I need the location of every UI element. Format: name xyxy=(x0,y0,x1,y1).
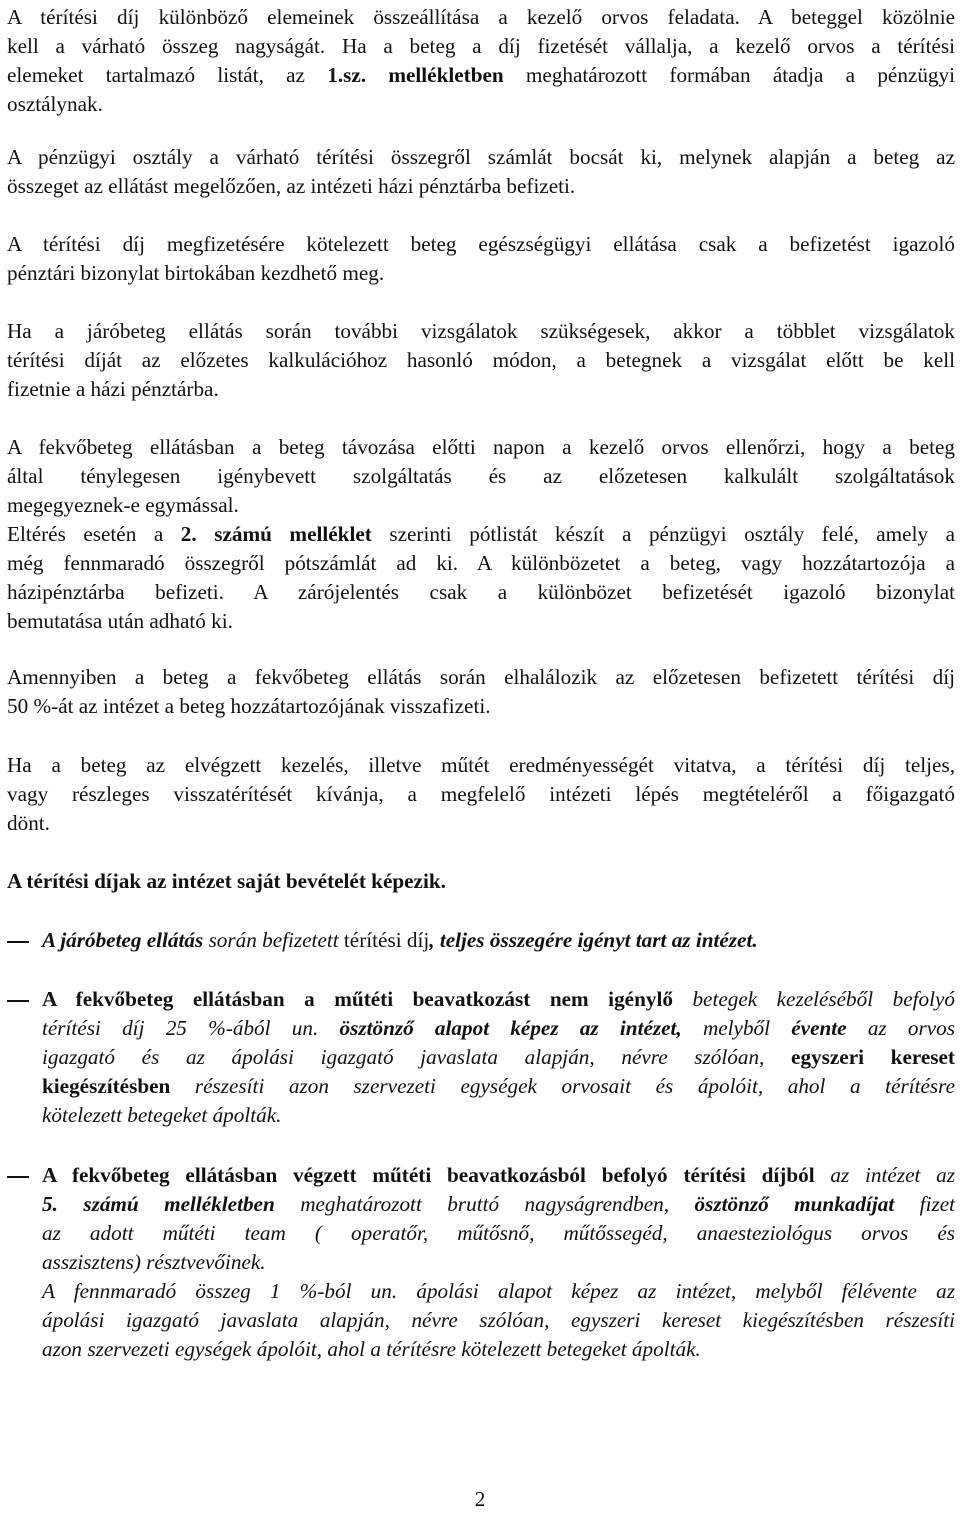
text-line: kötelezett betegeket ápolták. xyxy=(42,1103,282,1127)
text-line: A pénzügyi osztály a várható térítési összegről számlát bocsát ki, melynek alapján a beteg az xyxy=(7,145,955,169)
paragraph-inpatient-check xyxy=(7,433,955,520)
text-line: által ténylegesen igénybevett szolgáltatás és az előzetesen kalkulált szolgáltatások xyxy=(7,464,955,488)
text-line: még fennmaradó összegről pótszámlát ad ki. A különbözetet a beteg, vagy hozzátartozója a xyxy=(7,551,955,575)
text-line: Eltérés esetén a 2. számú melléklet szerinti pótlistát készít a pénzügyi osztály felé, amely a xyxy=(7,522,955,546)
text-line: osztálynak. xyxy=(7,92,103,116)
text-line: házipénztárba befizeti. A zárójelentés csak a különbözet befizetését igazoló bizonylat xyxy=(7,580,955,604)
list-item-outpatient xyxy=(42,926,955,955)
text-line: asszisztens) résztvevőinek. xyxy=(42,1250,266,1274)
text-line: A térítési díj különböző elemeinek összeállítása a kezelő orvos feladata. A beteggel közölnie xyxy=(7,5,955,29)
text-line: ápolási igazgató javaslata alapján, névre szólóan, egyszeri kereset kiegészítésben részesíti xyxy=(42,1308,955,1332)
dash-bullet-icon xyxy=(7,941,29,943)
paragraph-death-refund xyxy=(7,663,955,721)
text-line: az adott műtéti team ( operatőr, műtősnő, műtőssegéd, anaesteziológus orvos és xyxy=(42,1221,955,1245)
text-line: azon szervezeti egységek ápolóit, ahol a térítésre kötelezett betegeket ápolták. xyxy=(42,1337,701,1361)
section-heading: A térítési díjak az intézet saját bevételét képezik. xyxy=(7,869,446,893)
dash-bullet-icon xyxy=(7,1176,29,1178)
text-line: A térítési díj megfizetésére kötelezett beteg egészségügyi ellátása csak a befizetést igazoló xyxy=(7,232,955,256)
text-line: térítési díját az előzetes kalkulációhoz hasonló módon, a betegnek a vizsgálat előtt be kell xyxy=(7,348,955,372)
text-line: összeget az ellátást megelőzően, az intézeti házi pénztárba befizeti. xyxy=(7,174,576,198)
text-line: vagy részleges visszatérítését kívánja, a megfelelő intézeti lépés megtételéről a főigazgató xyxy=(7,782,955,806)
text-line: 50 %-át az intézet a beteg hozzátartozójának visszafizeti. xyxy=(7,694,491,718)
text-line: Amennyiben a beteg a fekvőbeteg ellátás során elhalálozik az előzetesen befizetett térítési díj xyxy=(7,665,955,689)
text-line: kiegészítésben részesíti azon szervezeti egységek orvosait és ápolóit, ahol a térítésre xyxy=(42,1074,955,1098)
text-line: A fekvőbeteg ellátásban a beteg távozása előtti napon a kezelő orvos ellenőrzi, hogy a beteg xyxy=(7,435,955,459)
text-line: elemeket tartalmazó listát, az 1.sz. mellékletben meghatározott formában átadja a pénzügyi xyxy=(7,63,956,87)
text-line: megegyeznek-e egymással. xyxy=(7,493,239,517)
text-line: 5. számú mellékletben meghatározott bruttó nagyságrendben, ösztönző munkadíjat fizet xyxy=(42,1192,955,1216)
text-line: kell a várható összeg nagyságát. Ha a beteg a díj fizetését vállalja, a kezelő orvos a térítési xyxy=(7,34,955,58)
text-line: fizetnie a házi pénztárba. xyxy=(7,377,219,401)
text-line: A járóbeteg ellátás során befizetett térítési díj, teljes összegére igényt tart az intézet. xyxy=(42,928,758,952)
text-line: Ha a beteg az elvégzett kezelés, illetve műtét eredményességét vitatva, a térítési díj teljes, xyxy=(7,753,955,777)
paragraph-invoice xyxy=(7,143,955,201)
text-line: dönt. xyxy=(7,811,50,835)
paragraph-receipt xyxy=(7,230,955,288)
text-line: A fennmaradó összeg 1 %-ból un. ápolási alapot képez az intézet, melyből félévente az xyxy=(42,1279,955,1303)
page-number: 2 xyxy=(474,1487,486,1511)
annex-1-reference: 1.sz. mellékletben xyxy=(327,63,504,87)
text-line: A fekvőbeteg ellátásban a műtéti beavatkozást nem igénylő betegek kezeléséből befolyó xyxy=(42,987,955,1011)
dash-bullet-icon xyxy=(7,1000,29,1002)
text-line: pénztári bizonylat birtokában kezdhető meg. xyxy=(7,261,385,285)
paragraph-dispute xyxy=(7,751,955,838)
text-line: A fekvőbeteg ellátásban végzett műtéti beavatkozásból befolyó térítési díjból az intézet az xyxy=(42,1163,955,1187)
paragraph-difference xyxy=(7,520,955,636)
list-item-inpatient-nonsurgical xyxy=(42,985,955,1130)
list-item-inpatient-surgical xyxy=(42,1161,955,1364)
text-line: igazgató és az ápolási igazgató javaslata alapján, névre szólóan, egyszeri kereset xyxy=(42,1045,955,1069)
annex-2-reference: 2. számú melléklet xyxy=(180,522,372,546)
paragraph-outpatient-extra xyxy=(7,317,955,404)
text-line: térítési díj 25 %-ából un. ösztönző alapot képez az intézet, melyből évente az orvos xyxy=(42,1016,955,1040)
paragraph-fee-composition xyxy=(7,3,955,119)
text-line: bemutatása után adható ki. xyxy=(7,609,233,633)
text-line: Ha a járóbeteg ellátás során további vizsgálatok szükségesek, akkor a többlet vizsgálatok xyxy=(7,319,955,343)
